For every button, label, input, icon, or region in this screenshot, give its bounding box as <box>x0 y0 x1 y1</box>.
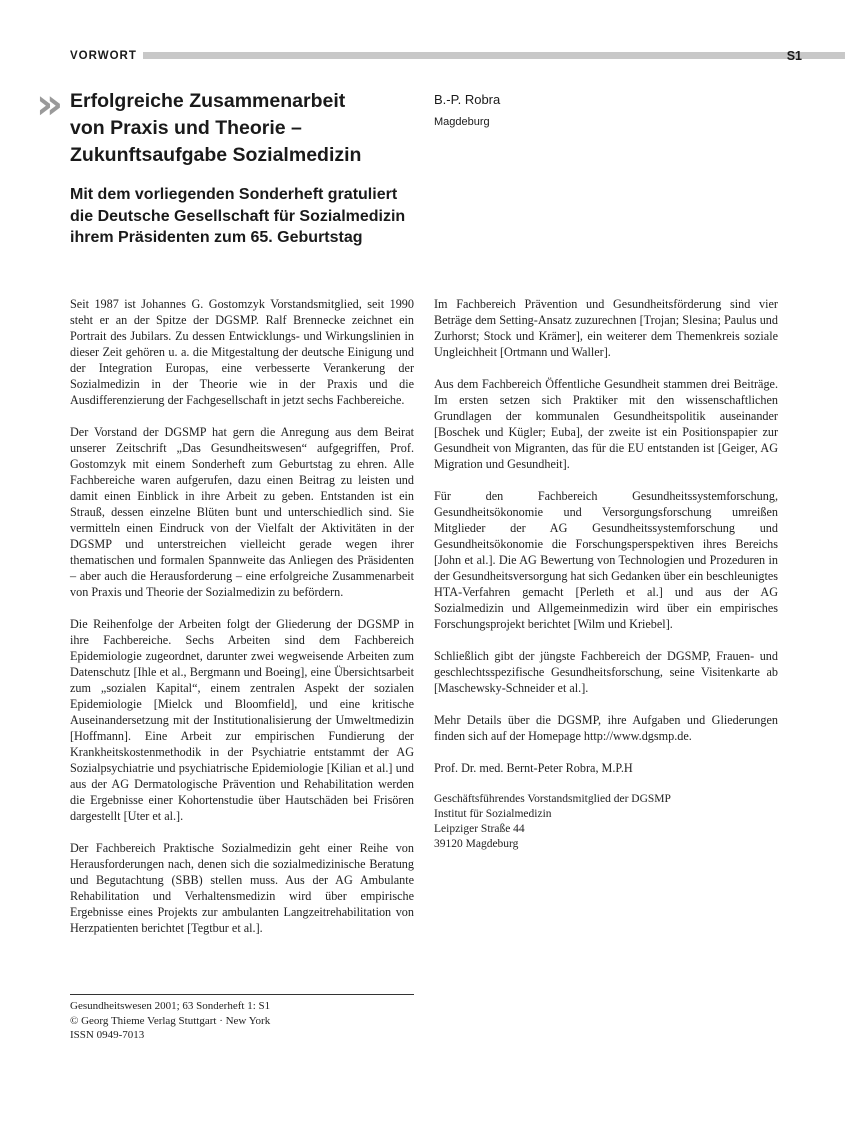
citation-footer <box>70 994 414 1043</box>
title-line: von Praxis und Theorie – <box>70 117 302 139</box>
body-column-left <box>70 296 414 952</box>
paragraph: Der Vorstand der DGSMP hat gern die Anregung aus dem Beirat unserer Zeitschrift „Das Gesundheitswesen“ aufgegriffen, Prof. Gostomzyk mit einem Sonderheft zum Geburtstag zu ehren. Alle Fachbereiche waren aufgerufen, dazu einen Beitrag zu leisten und damit einen Einblick in ihre Arbeit zu geben. Entstanden ist ein Strauß, dessen einzelne Blüten bunt und unterschiedlich sind. Sie vermitteln einen Eindruck von der Vielfalt der Aktivitäten in der DGSMP und unterstreichen vielleicht gerade wegen ihrer thematischen und formalen Spannweite das Anliegen des Präsidenten – aber auch die Herausforderung – eine erfolgreiche Zusammenarbeit von Praxis und Theorie der Sozialmedizin zu befördern. <box>70 425 414 599</box>
article-subtitle <box>70 184 430 249</box>
paragraph: Für den Fachbereich Gesundheitssystemforschung, Gesundheitsökonomie und Versorgungsforschung umreißen Mitglieder der AG Gesundheitssystemforschung und Gesundheitsökonomie die Forschungsperspektiven ihres Bereichs [John et al.]. Die AG Bewertung von Technologien und Prozeduren in der Gesundheitsversorgung hat sich Gedanken über ein beschleunigtes HTA-Verfahren gemacht [Perleth et al.] und aus der AG Sozialmedizin und Allgemeinmedizin wird über ein empirisches Forschungsprojekt berichtet [Wilm und Kriebel]. <box>434 489 778 631</box>
paragraph: Mehr Details über die DGSMP, ihre Aufgaben und Gliederungen finden sich auf der Homepage http://www.dgsmp.de. <box>434 713 778 743</box>
paragraph: Der Fachbereich Praktische Sozialmedizin geht einer Reihe von Herausforderungen nach, denen sich die sozialmedizinische Beratung und Begutachtung (SBB) stellen muss. Aus der AG Ambulante Rehabilitation und Verhaltensmedizin wird über empirische Ergebnisse eines Projekts zur ambulanten Langzeitrehabilitation von Herzpatienten berichtet [Tegtbur et al.]. <box>70 841 414 935</box>
signature-line: Institut für Sozialmedizin <box>434 808 552 820</box>
signature-line: 39120 Magdeburg <box>434 838 519 850</box>
paragraph: Aus dem Fachbereich Öffentliche Gesundheit stammen drei Beiträge. Im ersten setzen sich Praktiker mit den wissenschaftlichen Grundlagen der kommunalen Gesundheitspolitik auseinander [Boschek und Kügler; Euba], der zweite ist ein Positionspapier zur Gesundheit von Migranten, das für die EU entstanden ist [Geiger, AG Migration und Gesundheit]. <box>434 377 778 471</box>
footer-line: ISSN 0949-7013 <box>70 1029 145 1041</box>
title-line: Erfolgreiche Zusammenarbeit <box>70 90 346 112</box>
signature-name: Prof. Dr. med. Bernt-Peter Robra, M.P.H <box>434 761 633 775</box>
footer-line: Gesundheitswesen 2001; 63 Sonderheft 1: S1 <box>70 1000 271 1012</box>
signature-line: Geschäftsführendes Vorstandsmitglied der DGSMP <box>434 793 671 805</box>
paragraph: Im Fachbereich Prävention und Gesundheitsförderung sind vier Beträge dem Setting-Ansatz zuzurechnen [Trojan; Slesina; Paulus und Zurhorst; Stock und Krämer], ein weiterer dem Themenkreis soziale Ungleichheit [Ortmann und Waller]. <box>434 297 778 359</box>
paragraph: Schließlich gibt der jüngste Fachbereich der DGSMP, Frauen- und geschlechtsspezifische Gesundheitsforschung, seine Visitenkarte ab [Maschewsky-Schneider et al.]. <box>434 649 778 695</box>
running-header <box>70 48 802 64</box>
footer-line: © Georg Thieme Verlag Stuttgart · New York <box>70 1014 271 1027</box>
header-rule <box>142 52 845 59</box>
signature-line: Leipziger Straße 44 <box>434 823 525 835</box>
subtitle-line: Mit dem vorliegenden Sonderheft gratuliert <box>70 186 398 203</box>
page-number: S1 <box>786 49 802 63</box>
body-column-right <box>434 296 778 852</box>
subtitle-line: die Deutsche Gesellschaft für Sozialmedizin <box>70 207 406 225</box>
signature-address <box>434 792 778 852</box>
author-name: B.-P. Robra <box>434 92 501 107</box>
quote-mark-icon: » <box>36 79 60 128</box>
paragraph: Die Reihenfolge der Arbeiten folgt der Gliederung der DGSMP in ihre Fachbereiche. Sechs Arbeiten sind dem Fachbereich Epidemiologie zugeordnet, darunter zwei wegweisende Arbeiten zum Datenschutz [Ihle et al., Bergmann und Boeing], eine Übersichtsarbeit zum „sozialen Kapital“, einem zentralen Aspekt der sozialen Epidemiologie [Mielck und Bloomfield], und eine kritische Auseinandersetzung mit der Institutionalisierung der Umweltmedizin [Hoffmann]. Eine Arbeit zur empirischen Fundierung der Krankheitskostenmethodik in der Psychiatrie entstammt der AG Sozialpsychiatrie und psychiatrische Epidemiologie [Kilian et al.] und aus der AG Dermatologische Prävention und Rehabilitation werden die Ergebnisse einer Kohortenstudie über Hautschäden bei Frisören dargestellt [Uter et al.]. <box>70 617 414 823</box>
author-affiliation: Magdeburg <box>434 116 490 128</box>
paragraph: Seit 1987 ist Johannes G. Gostomzyk Vorstandsmitglied, seit 1990 steht er an der Spitze der DGSMP. Ralf Brennecke zeichnet ein Portrait des Jubilars. Zu dessen Entwicklungs- und Wirkungslinien in dieser Zeit gehören u. a. die Mitgestaltung der deutsche Einigung und der Integration Europas, eine verbesserte Verankerung der Sozialmedizin in der Theorie wie in der Praxis und die Ausdifferenzierung der Fachgesellschaft in jetzt sechs Fachbereiche. <box>70 297 414 407</box>
title-line: Zukunftsaufgabe Sozialmedizin <box>70 144 362 166</box>
subtitle-line: ihrem Präsidenten zum 65. Geburtstag <box>70 229 363 246</box>
section-label: VORWORT <box>70 48 143 64</box>
article-title <box>70 88 430 169</box>
